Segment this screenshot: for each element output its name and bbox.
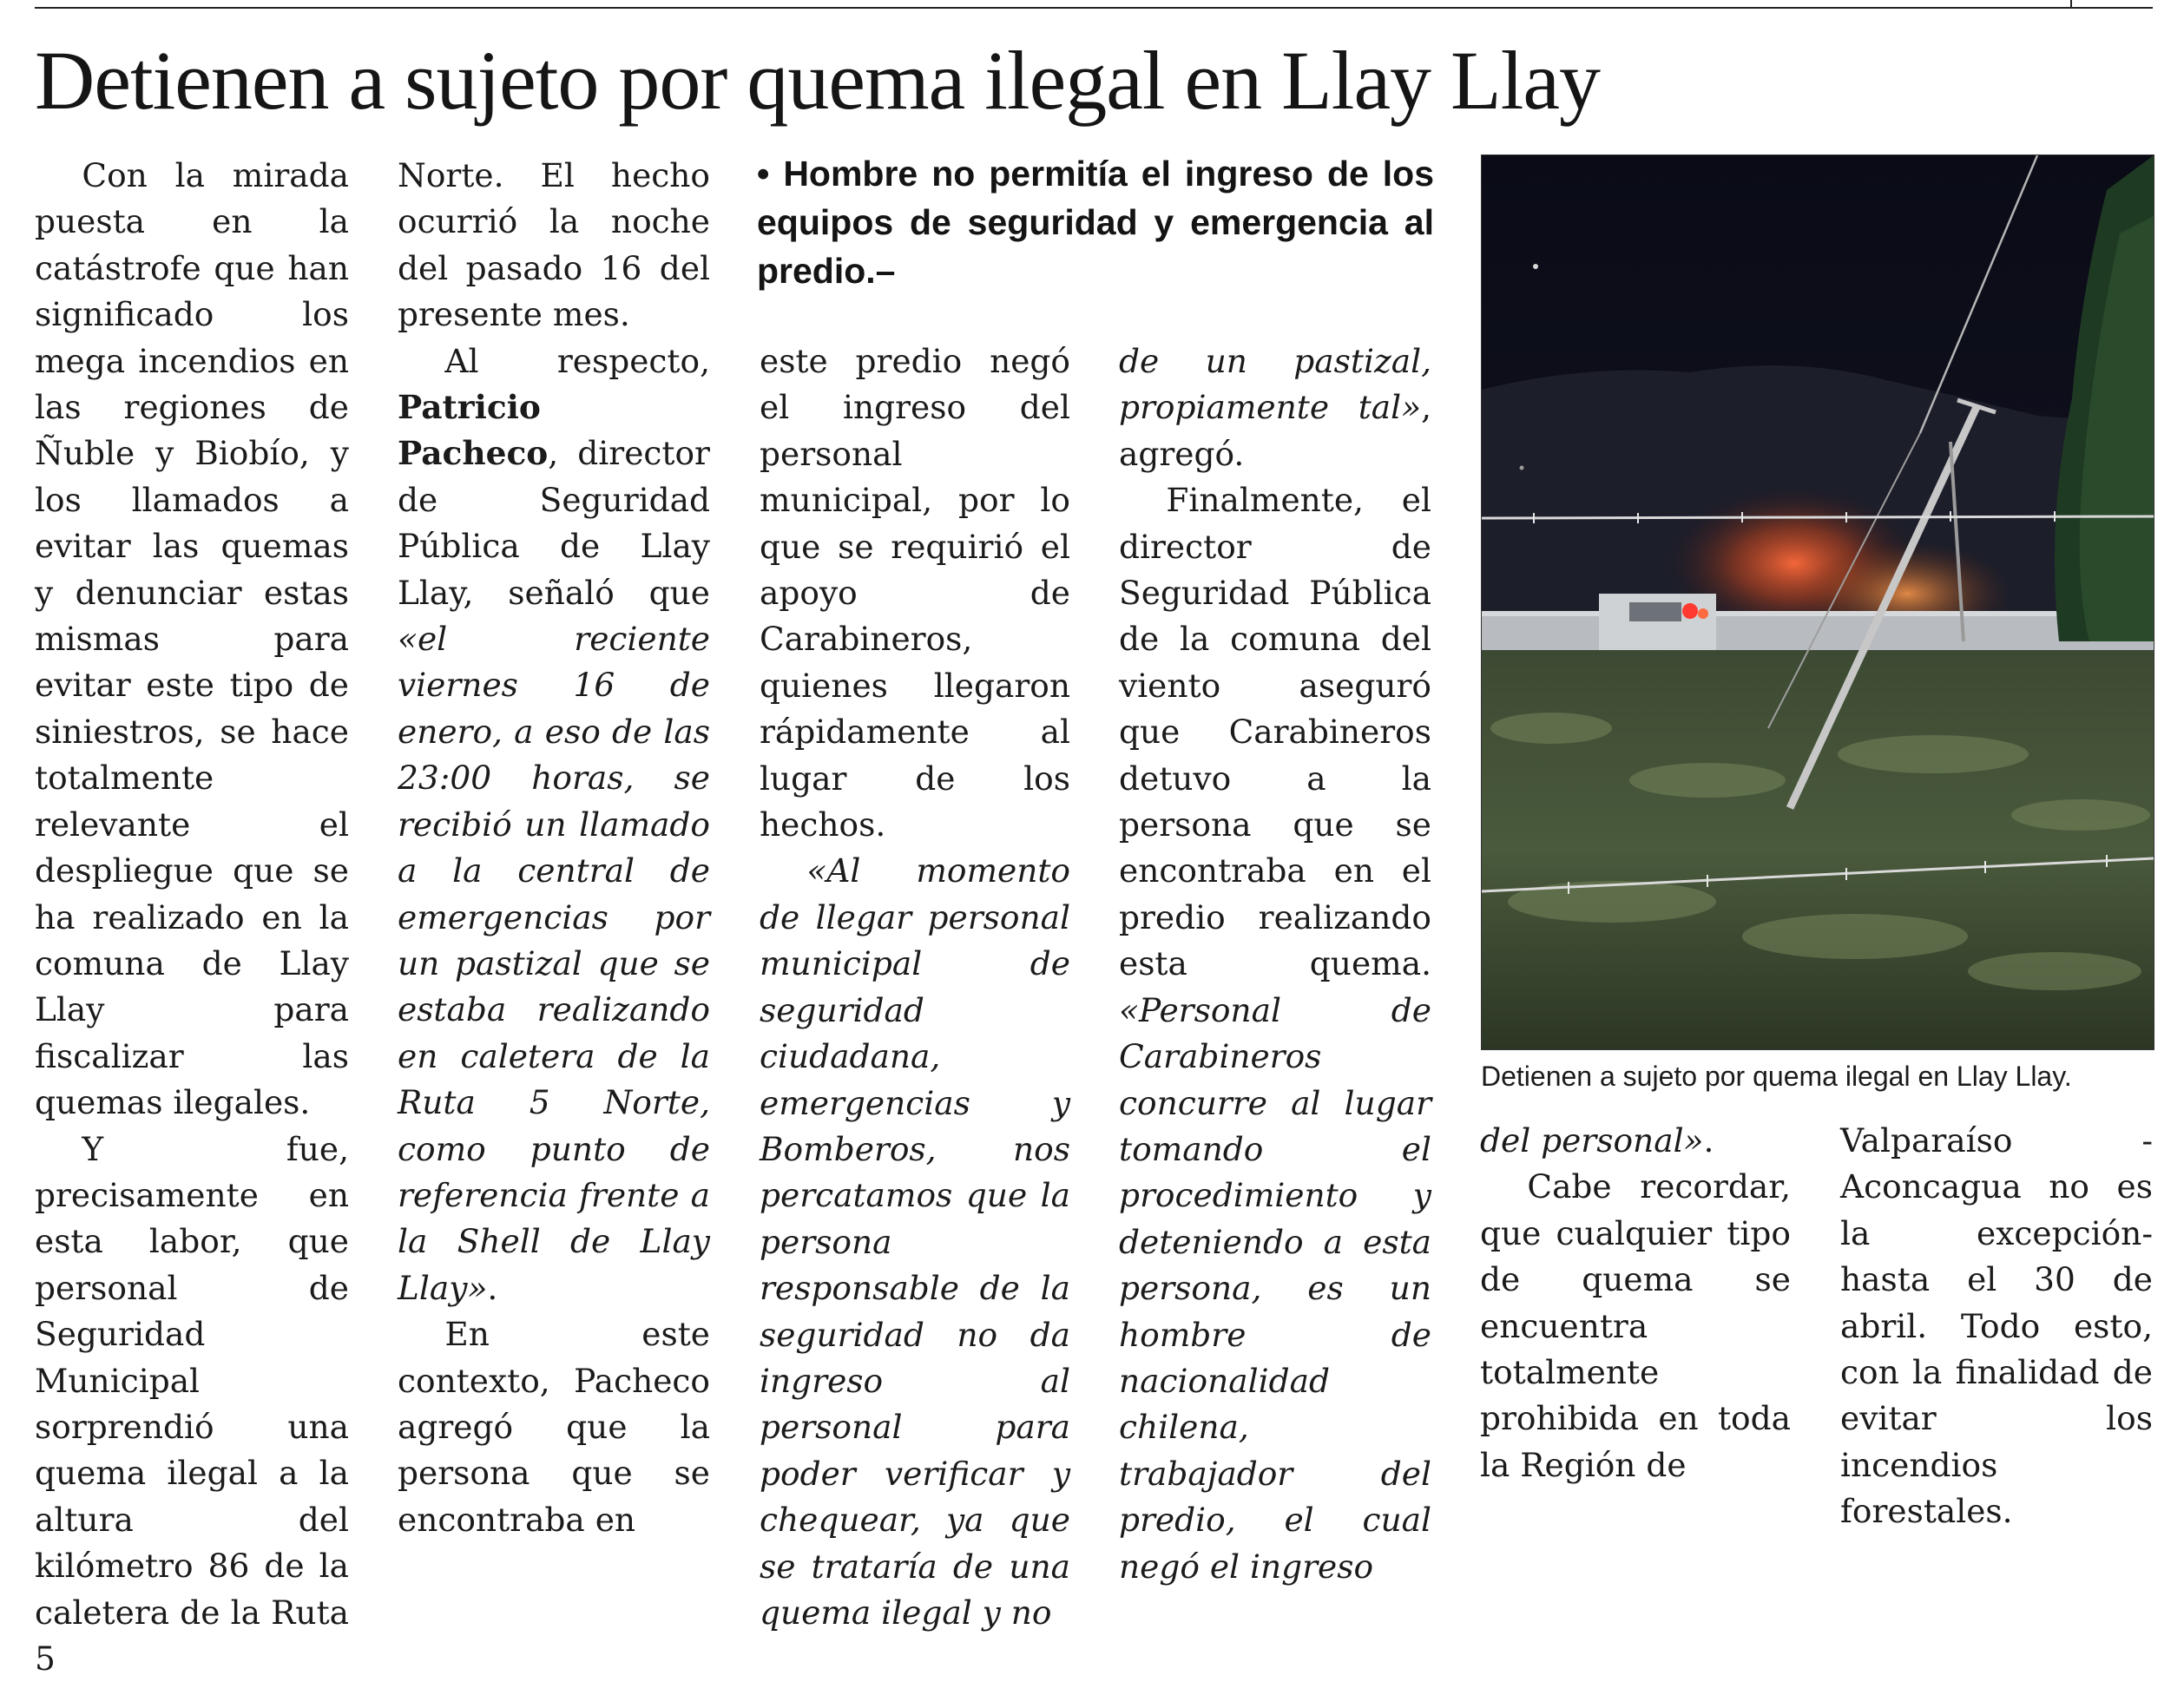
quote-3: «Personal de Carabineros concurre al lugar tomando el procedimiento y deteniendo a esta persona, es un hombre de nacionalidad chilena, trabajador del predio, el cual negó el ingreso (1119, 990, 1431, 1586)
quote-3-continued: del personal» (1480, 1121, 1704, 1160)
paragraph-1: Con la mirada puesta en la catástrofe que han significado los mega incendios en las regiones de Ñuble y Biobío, y los llamados a evitar las quemas y denunciar estas mismas para evitar este tipo de siniestros, se hace totalmente relevante el despliegue que se ha realizado en la comuna de Llay Llay para fiscalizar las quemas ilegales. (35, 156, 349, 1122)
paragraph-3-end: . (487, 1268, 498, 1307)
paragraph-3-intro: Al respecto, (444, 341, 710, 380)
body-column-1 (35, 153, 349, 1682)
paragraph-7-continued: Valparaíso -Aconcagua no es la excepción- hasta el 30 de abril. Todo esto, con la finalidad de evitar los incendios forestales. (1840, 1121, 2153, 1531)
paragraph-5-continued (1119, 338, 1431, 477)
quote-2: «Al momento de llegar personal municipal de seguridad ciudadana, emergencias y Bomberos, nos percatamos que la persona responsable de la seguridad no da ingreso al personal para poder verificar y chequear, ya que se trataría de una quema ilegal y no (760, 851, 1070, 1632)
news-photo (1481, 154, 2154, 1050)
paragraph-3 (398, 338, 710, 1312)
quote-2-continued: de un pastizal, propiamente tal» (1119, 342, 1431, 427)
paragraph-5 (760, 848, 1070, 1636)
source-name: Patricio Pacheco (398, 388, 549, 473)
body-column-6 (1840, 1118, 2153, 1535)
paragraph-6-text: Finalmente, el director de Seguridad Pública de la comuna del viento aseguró que Carabineros detuvo a la persona que se encontraba en el predio realizando esta quema. (1119, 481, 1431, 983)
paragraph-3-text: , director de Seguridad Pública de Llay Llay, señaló que (398, 434, 710, 612)
paragraph-4-continued: este predio negó el ingreso del personal municipal, por lo que se requirió el apoyo de Carabineros, quienes llegaron rápidamente al lugar de los hechos. (760, 342, 1070, 844)
body-column-4 (1119, 338, 1431, 1590)
paragraph-6-continued (1480, 1118, 1791, 1164)
paragraph-2: Y fue, precisamente en esta labor, que personal de Seguridad Municipal sorprendió una quema ilegal a la altura del kilómetro 86 de la caletera de la Ruta 5 (35, 1129, 349, 1678)
paragraph-7: Cabe recordar, que cualquier tipo de quema se encuentra totalmente prohibida en toda la Región de (1480, 1167, 1791, 1484)
night-fire-scene (1482, 155, 2154, 1049)
body-column-2 (398, 153, 710, 1543)
headline: Detienen a sujeto por quema ilegal en Llay Llay (35, 34, 1600, 127)
top-rule (35, 0, 2153, 9)
paragraph-2-continued: Norte. El hecho ocurrió la noche del pasado 16 del presente mes. (398, 156, 710, 334)
body-column-5 (1480, 1118, 1791, 1488)
paragraph-6 (1119, 477, 1431, 1590)
quote-1: «el reciente viernes 16 de enero, a eso de las 23:00 horas, se recibió un llamado a la central de emergencias por un pastizal que se estaba realizando en caletera de la Ruta 5 Norte, como punto de referencia frente a la Shell de Llay Llay» (398, 620, 710, 1307)
paragraph-4: En este contexto, Pacheco agregó que la persona que se encontraba en (398, 1315, 710, 1539)
paragraph-5-end: , agregó. (1119, 388, 1431, 473)
paragraph-6-end: . (1703, 1121, 1714, 1160)
top-rule-tick (2070, 0, 2072, 9)
deck-subheadline: • Hombre no permitía el ingreso de los equipos de seguridad y emergencia al predio.– (757, 154, 1434, 291)
body-column-3 (760, 338, 1070, 1636)
photo-caption: Detienen a sujeto por quema ilegal en Llay Llay. (1481, 1061, 2072, 1092)
